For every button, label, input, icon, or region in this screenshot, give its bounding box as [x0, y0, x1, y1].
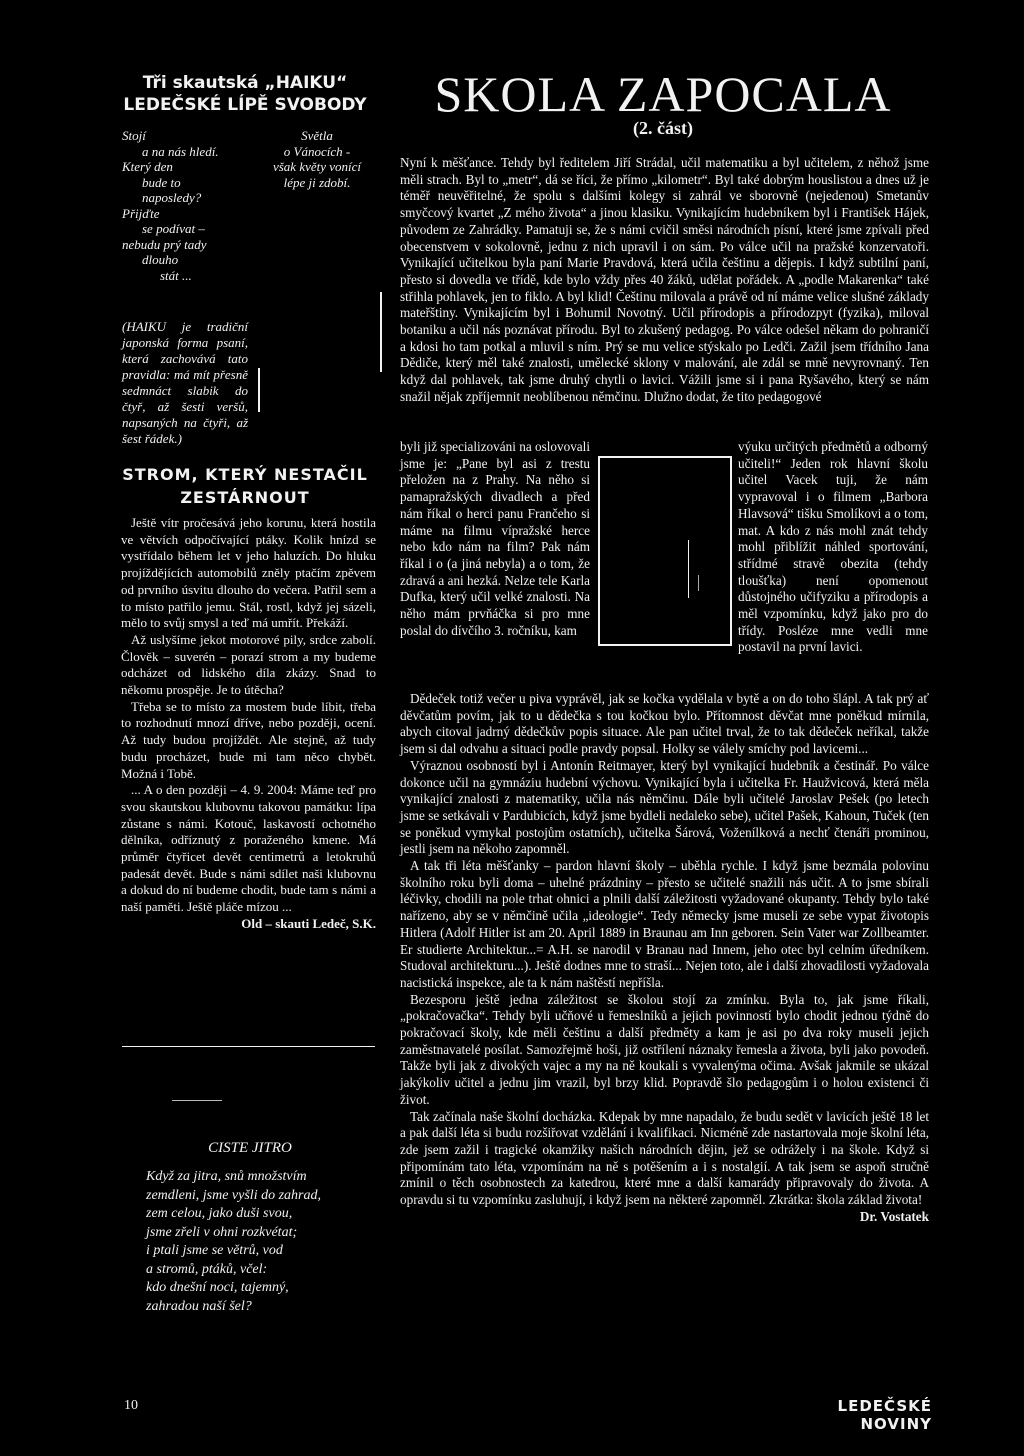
poem-line: jsme zřeli v ohni rozkvétat; — [146, 1224, 298, 1240]
poem-line: však květy vonící — [272, 159, 362, 174]
haiku-title: Tři skautská „HAIKU“ LEDEČSKÉ LÍPĚ SVOBODY — [123, 73, 367, 115]
poem-line: kdo dnešní noci, tajemný, — [146, 1280, 289, 1295]
article-subtitle: (2. část) — [633, 118, 693, 138]
strom-paragraph: Ještě vítr pročesává jeho korunu, která hostila ve větvích odpočívající ptáky. Kolik hnízd se vystřídalo během let v jeho haluzích. Do hluku projíždějících automobilů zněly ptačím zpěvem od prvního úsvitu dlouho do večera. Patřil sem a to místo patřilo jemu. Stál, rostl, když jej sázeli, mělo to svůj smysl a teď má umřít. Překáží. — [121, 515, 376, 631]
decorative-line — [258, 368, 260, 412]
poem-line: se podívat – — [142, 221, 205, 236]
strom-body — [121, 515, 376, 933]
article-author: Dr. Vostatek — [859, 1208, 929, 1224]
article-paragraph: Bezesporu ještě jedna záležitost se školou stojí za zmínku. Byla to, jak jsme říkali, „pokračovačka“. Tehdy byli učňové u řemeslníků a jejich povinností bylo chodit jednou týdně do pokračovací školy, kde měli češtinu a další předměty a kam je asi po dva roky museli jejich zaměstnavatelé posílat. Samozřejmě hoši, již ostřílení náznaky řemesla a života, byli jako povodeň. Takže byli jak z divokých vajec a my na ně koukali s vyvalenýma očima. Avšak jakmile se ukázal jakýkoliv učitel a jednu jim vrazil, byl brzy klid. Popravdě šlo pedagogům i o holou existenci či život. — [400, 991, 929, 1107]
article-paragraph: A tak tři léta měšťanky – pardon hlavní školy – uběhla rychle. I když jsme bezmála polovinu školního roku byli doma – uhelné prázdniny – přesto se učitelé snažili nás učit. A to jsme sbírali léčivky, chodili na pole trhat ohnici a plnili další záležitosti vyžadované okupanty. Tehdy bylo také nařízeno, aby se v němčině učila „ideologie“. Tedy německy jsme museli ze sebe vypat životopis Hitlera (Adolf Hitler ist am 20. April 1889 in Braunau am Inn geboren. Sein Vater war Zollbeamter. Er studierte Architektur...= A.H. se narodil v Branau nad Innem, jeho otec byl celním úředníkem. Studoval architekturu...). Ještě dodnes mne to straší... Nejen toto, ale i další zhovadilosti vyžadovala nacistická inspekce, ale ta k nám naštěstí nepříšla. — [400, 858, 929, 990]
article-title: SKOLA ZAPOCALA — [434, 66, 892, 122]
poem-line: dlouho — [142, 252, 179, 267]
article-mid-left: byli již specializováni na oslovovali jsme je: „Pane byl asi z trestu přeložen na z Prahy. Na něho si pamapražských divadlech a před nám říkal o herci panu Frančeho si máme na filmu vípražské herce nebo kdo nám na film? Pak nám říkal i o (a jiná nebyla) a o tom, že zdravá a ani hezká. Nelze tele Karla Dufka, který učil velké znalosti. Na něho mám prvňáčka si pro mne poslal do dívčího 3. ročníku, kam — [400, 439, 590, 638]
poem-line: a stromů, ptáků, včel: — [146, 1261, 268, 1277]
poem-line: o Vánocích - — [283, 143, 351, 159]
article-paragraph: Dědeček totiž večer u piva vyprávěl, jak se kočka vydělala v bytě a on do toho šlápl. A tak prý ať děvčatům povím, jak to u dědečka s tou kočkou bylo. Přítomnost děvčat mne poněkud mírnila, abych citoval jadrný dědečkův popis situace. Ale pan učitel trval, že to tak dědeček neříkal, takže jsem si dal odvahu a situaci podle pravdy popsal. Holky se válely smíchy pod lavicemi... — [400, 691, 929, 757]
strom-signature: Old – skauti Ledeč, S.K. — [241, 915, 376, 931]
poem-line: naposledy? — [142, 190, 202, 205]
divider — [122, 1046, 375, 1047]
haiku-right-poem — [254, 128, 380, 190]
poem-line: zem celou, jako duši svou, — [146, 1206, 293, 1221]
strom-paragraph: Až uslyšíme jekot motorové pily, srdce zabolí. Člověk – suverén – porazí strom a my budeme odcházet od lidského díla zkázy. Snad to někomu prospěje. Je to útěcha? — [121, 631, 376, 698]
poem-line: Přijďte — [122, 205, 160, 221]
poem-line: a na nás hledí. — [142, 143, 219, 159]
article-top-text: Nyní k měšťance. Tehdy byl ředitelem Jiří Strádal, učil matematiku a byl učitelem, z něhož jsme měli strach. Byl to „metr“, dá se říci, že přímo „kilometr“. Byl také dobrým houslistou a dnes už je téměř neuvěřitelné, že spolu s dalšími kolegy si zahrál ve sborovně (nejedenou) Smetanův smyčcový kvartet „Z mého života“ a jinou klasiku. Vynikajícím hudebníkem byl i František Hájek, původem ze Zahrádky. Pamatuji se, že s námi cvičil směsi národních písní, které jsme zpívali před obecenstvem v sokolovně, jednu z nich upravil i on sám. Po válce učil na pražské konzervatoři. Vynikající učitelkou byla paní Marie Pravdová, která učila češtinu a dějepis. I když subtilní paní, přesto si dovedla ve třídě, kde bylo vždy přes 40 žáků, udělat pořádek. A „podle Makarenka“ také střihla pohlavek, jen to fiklo. A byl klid! Češtinu milovala a právě od ní máme velice slušné základy mateřštiny. Vynikajícím byl i Bohumil Novotný. Učil přírodopis a přírodozpyt (fyzika), miloval botaniku a učil nás poznávat přírodu. Byl to zkušený pedagog. Po válce odešel někam do pohraničí a kdosi ho tam potkal a mluvil s ním. Prý se mu velice stýskalo po Ledči. Zažil jsem třídního Jana Dědiče, který měl také znalosti, umělecké sklony v malování, ale zdál se mně nevyrovnaný. Ten když dal pohlavek, tak jsme druhý chytli o lavici. Vážili jsme si i pana Ryšavého, který se nám snažil nějak zpříjemnit neoblíbenou němčinu. Dlužno dodat, že tito pedagogové — [400, 155, 929, 404]
poem-line: Když za jitra, snů množstvím — [146, 1169, 307, 1184]
poem-line: Stojí — [122, 128, 146, 143]
haiku-note: (HAIKU je tradiční japonská forma psaní, která zachovává tato pravidla: má mít přesně sedmnáct slabik do čtyř, až šesti veršů, napsaných na čtyři, až šest řádek.) — [122, 319, 248, 446]
poem-line: zahradou naší šel? — [146, 1298, 252, 1314]
strom-paragraph: ... A o den později – 4. 9. 2004: Máme teď pro svou skautskou klubovnu takovou památku: lípa zůstane s námi. Kotouč, laskavostí ochotného dělníka, odříznutý z poraženého kmene. Má průměr čtyřicet devět centimetrů a letokruhů padesát devět. Bude s námi sdílet naši klubovnu a dokud do ní budeme chodit, bude tam s námi a naší paměti. Ještě pláče mízou ... — [121, 782, 376, 915]
ciste-title: CISTE JITRO — [208, 1140, 292, 1156]
poem-line: zemdleni, jsme vyšli do zahrad, — [146, 1187, 321, 1203]
strom-title: STROM, KTERÝ NESTAČIL ZESTÁRNOUT — [122, 465, 368, 507]
poem-line: Který den — [122, 159, 173, 174]
poem-line: Světla — [301, 128, 333, 143]
poem-line: stát ... — [160, 267, 192, 283]
haiku-left-poem — [122, 128, 262, 283]
masthead: LEDEČSKÉ NOVINY — [837, 1397, 932, 1433]
divider — [172, 1100, 222, 1101]
poem-line: nebudu prý tady — [122, 236, 207, 252]
poem-line: bude to — [142, 174, 181, 190]
photo-mark — [688, 540, 689, 598]
article-paragraph: Výraznou osobností byl i Antonín Reitmayer, který byl vynikající hudebník a čestinář. Po válce dokonce učil na gymnáziu hudební výchovu. Vynikající byla i učitelka Fr. Haužvicová, která měla vynikající znalosti z matematiky, učila nás němčinu. Dále byli učitelé Jaroslav Pešek (po letech jsme se setkávali v Pardubicích, když jsme bydleli nedaleko sebe), učitel Pašek, Kahoun, Tuček (ten se poněkud vymykal postojům ostatních), učitelka Šárová, Voženílková a nechť čtenáři prominou, jestli jsem na někoho zapomněl. — [400, 757, 929, 857]
article-mid-right: výuku určitých předmětů a odborný učiteli!“ Jeden rok hlavní školu učitel Vacek tuji, že nám vypravoval i o filmem „Barbora Hlavsová“ tišku Smolíkovi a o tom, mat. A kdo z nás mohl znát tehdy mohl přiblížit náhled sportování, střídmé stravě obezita (tehdy tloušťka) není opomenout důstojného učifyziku a přírodopis a měl vzpomínku, když jako pro do třídy. Posléze mne vedli mne postavil na první lavici. — [738, 439, 928, 655]
poem-line: lépe ji zdobí. — [283, 174, 351, 190]
article-bottom-text — [400, 691, 929, 1226]
page-number: 10 — [124, 1398, 138, 1413]
photo-frame — [598, 456, 732, 646]
photo-mark — [698, 575, 699, 591]
poem-line: i ptali jsme se větrů, vod — [146, 1243, 283, 1258]
strom-paragraph: Třeba se to místo za mostem bude líbit, třeba to rozhodnutí mnozí dříve, nebo později, ocení. Až tudy budou projíždět. Ale stejně, až tudy budu procházet, bude mi tam něco chybět. Možná i Tobě. — [121, 698, 376, 781]
decorative-line — [380, 292, 382, 372]
ciste-poem — [146, 1168, 386, 1316]
article-paragraph: Tak začínala naše školní docházka. Kdepak by mne napadalo, že budu sedět v lavicích ještě 18 let a pak další léta si budu rozšiřovat vzdělání i kvalifikaci. Nicméně zde nastartovala moje školní léta, zde jsem zažil i tragické okamžiky našich národních dějin, jež se odrážely i na škole. Když si připomínám tato léta, vzpomínám na ně s potěšením a i s nostalgií. A tak jsem se aspoň stručně zmínil o těch osobnostech za katedrou, které mne a další kamarády připravovaly do života. A opravdu si tu vzpomínku zasluhují, i když jsem na některé zapomněl. Zkrátka: škola základ života! — [400, 1108, 929, 1208]
